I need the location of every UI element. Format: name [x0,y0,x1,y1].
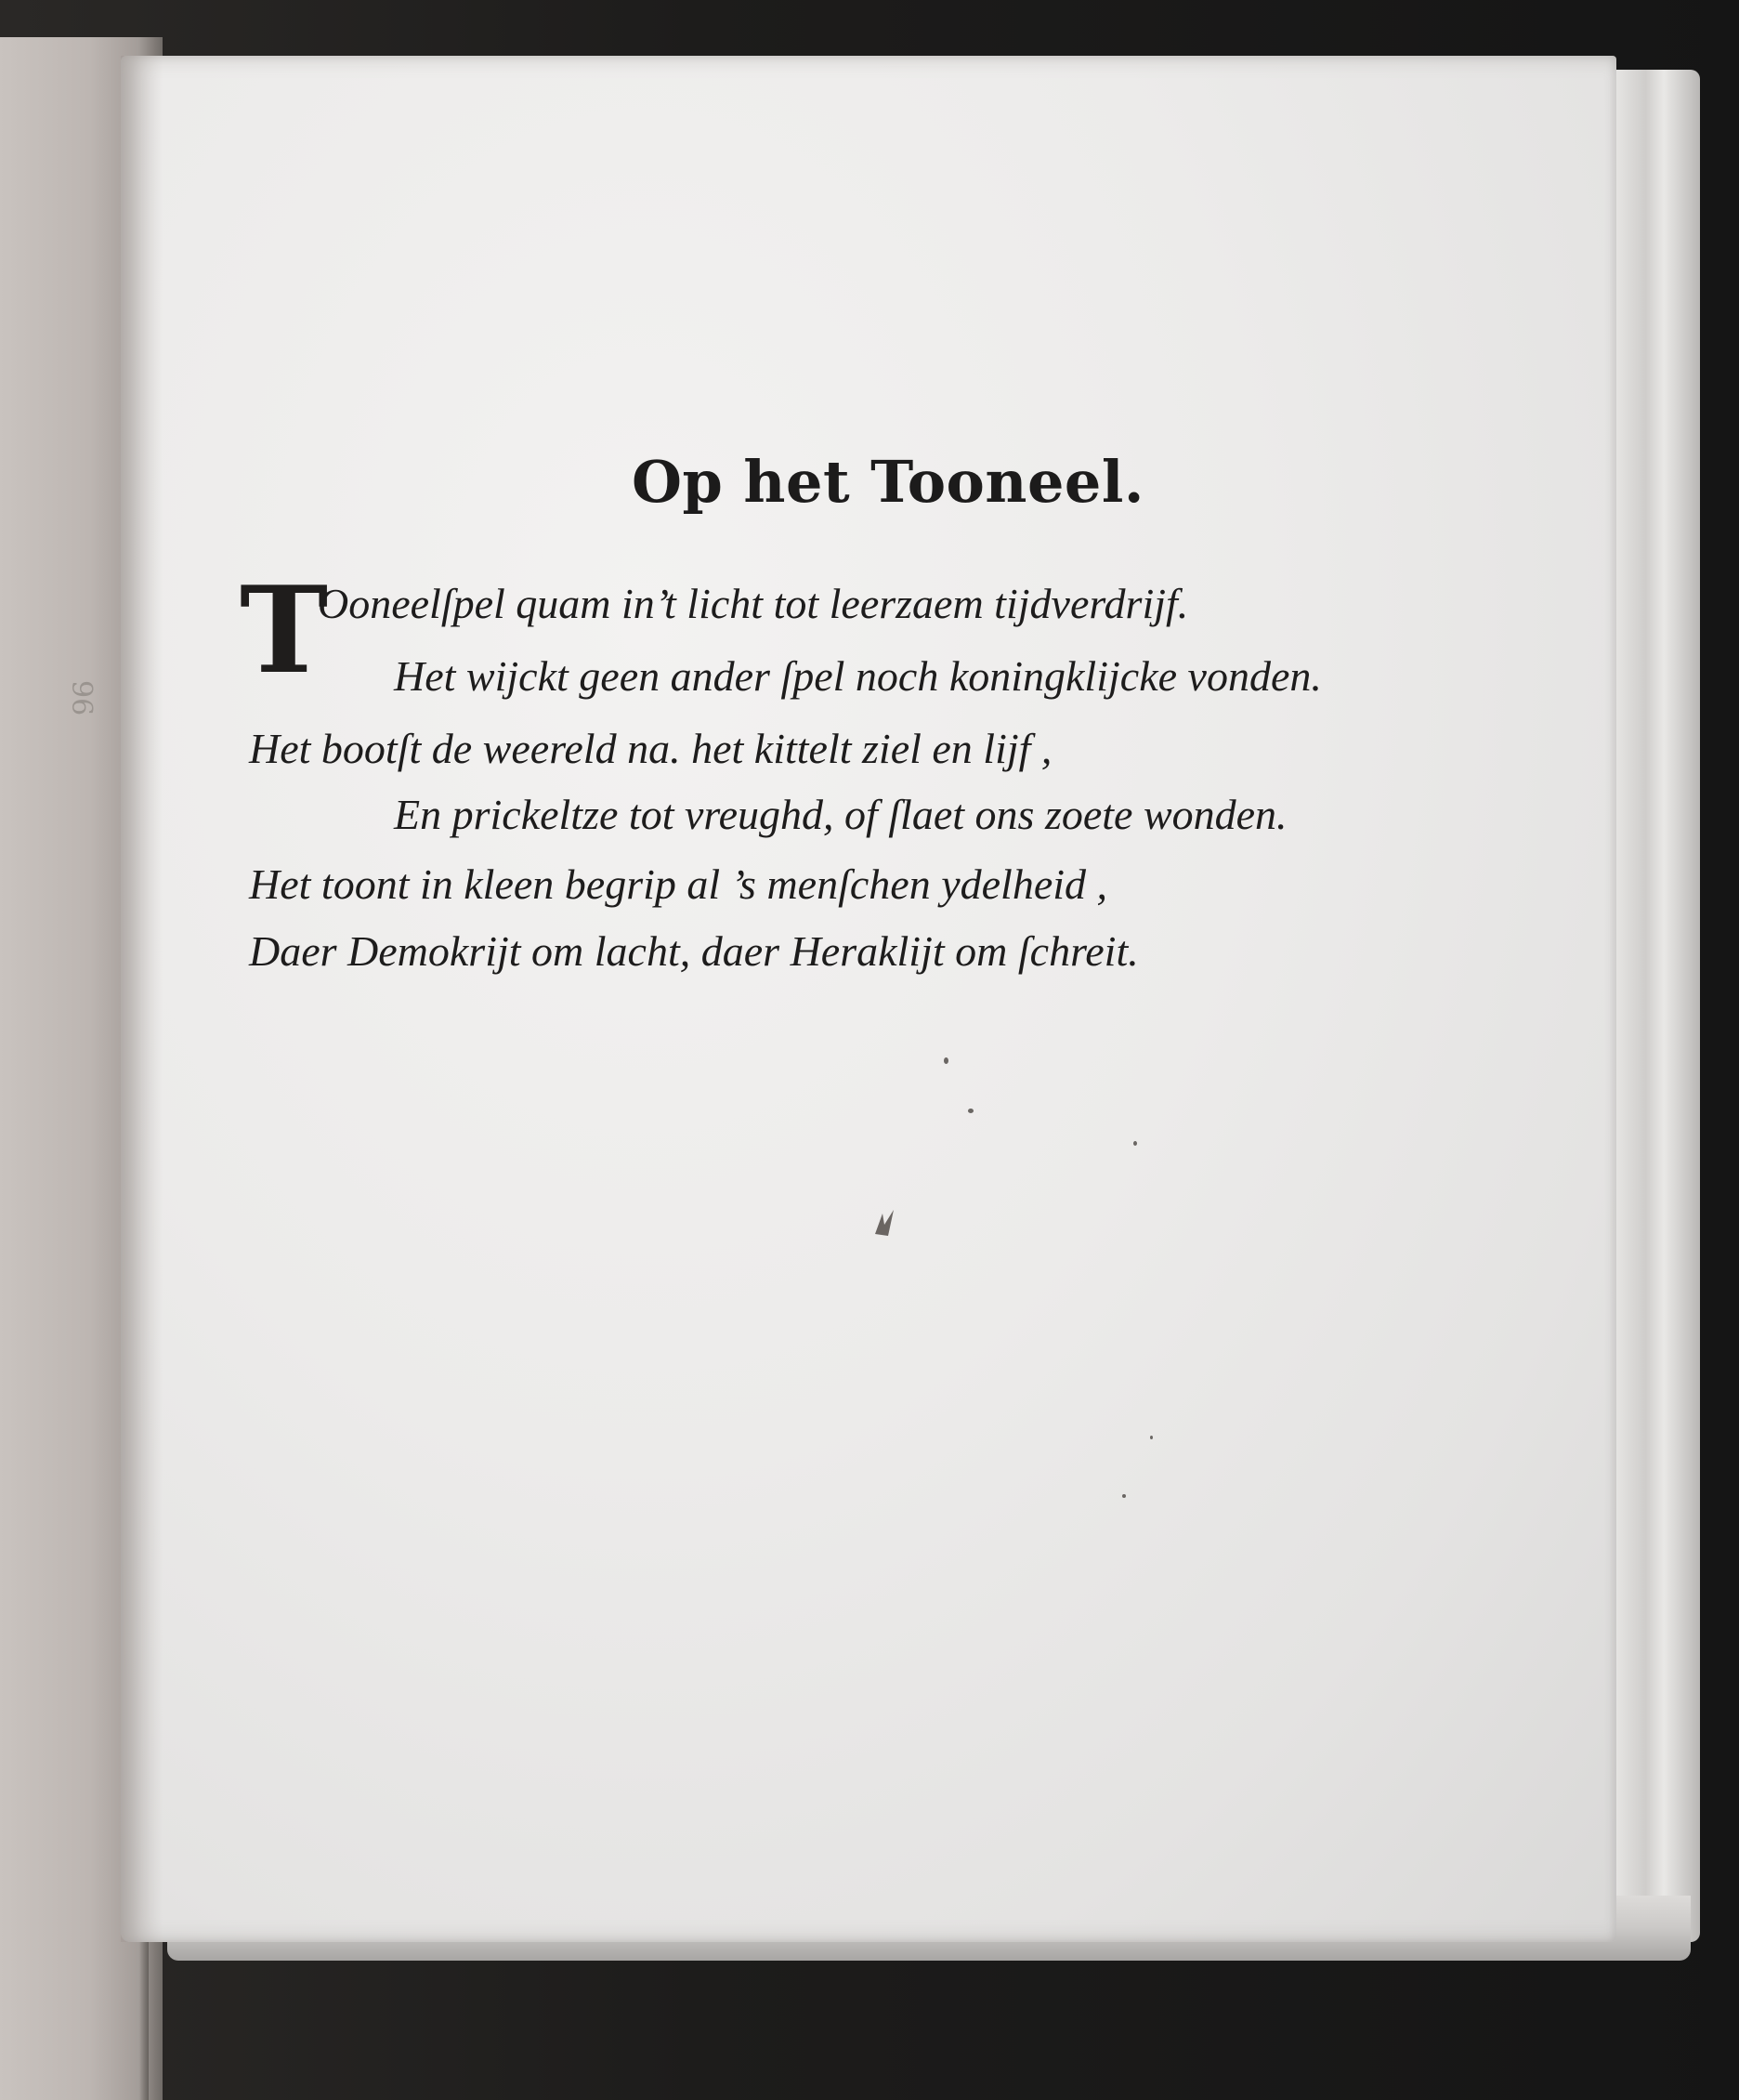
verse-line-6: Daer Demokrijt om lacht, daer Heraklijt om ſchreit. [249,927,1139,975]
drop-cap: T [240,561,329,701]
paper-speck [968,1109,974,1113]
paper-speck [1150,1436,1153,1439]
paper-speck [1133,1141,1137,1146]
verse-line-2: Het wijckt geen ander ſpel noch koningklijcke vonden. [394,652,1322,700]
book-page [121,56,1616,1942]
page-gutter-shadow [121,56,163,1942]
verse-line-4: En prickeltze tot vreughd, of ſlaet ons zoete wonden. [394,791,1288,838]
paper-blemish [871,1208,899,1241]
margin-note: 96 [65,680,98,716]
verse-line-3: Het bootſt de weereld na. het kittelt ziel en lijf , [249,725,1053,772]
verse-line-1: Ooneelſpel quam in’t licht tot leerzaem tijdverdrijf. [318,580,1189,627]
paper-speck [944,1057,948,1064]
page-title: Op het Tooneel. [631,448,1145,516]
verse-line-5: Het toont in kleen begrip al ’s menſchen ydelheid , [249,860,1108,908]
paper-speck [1122,1494,1126,1498]
